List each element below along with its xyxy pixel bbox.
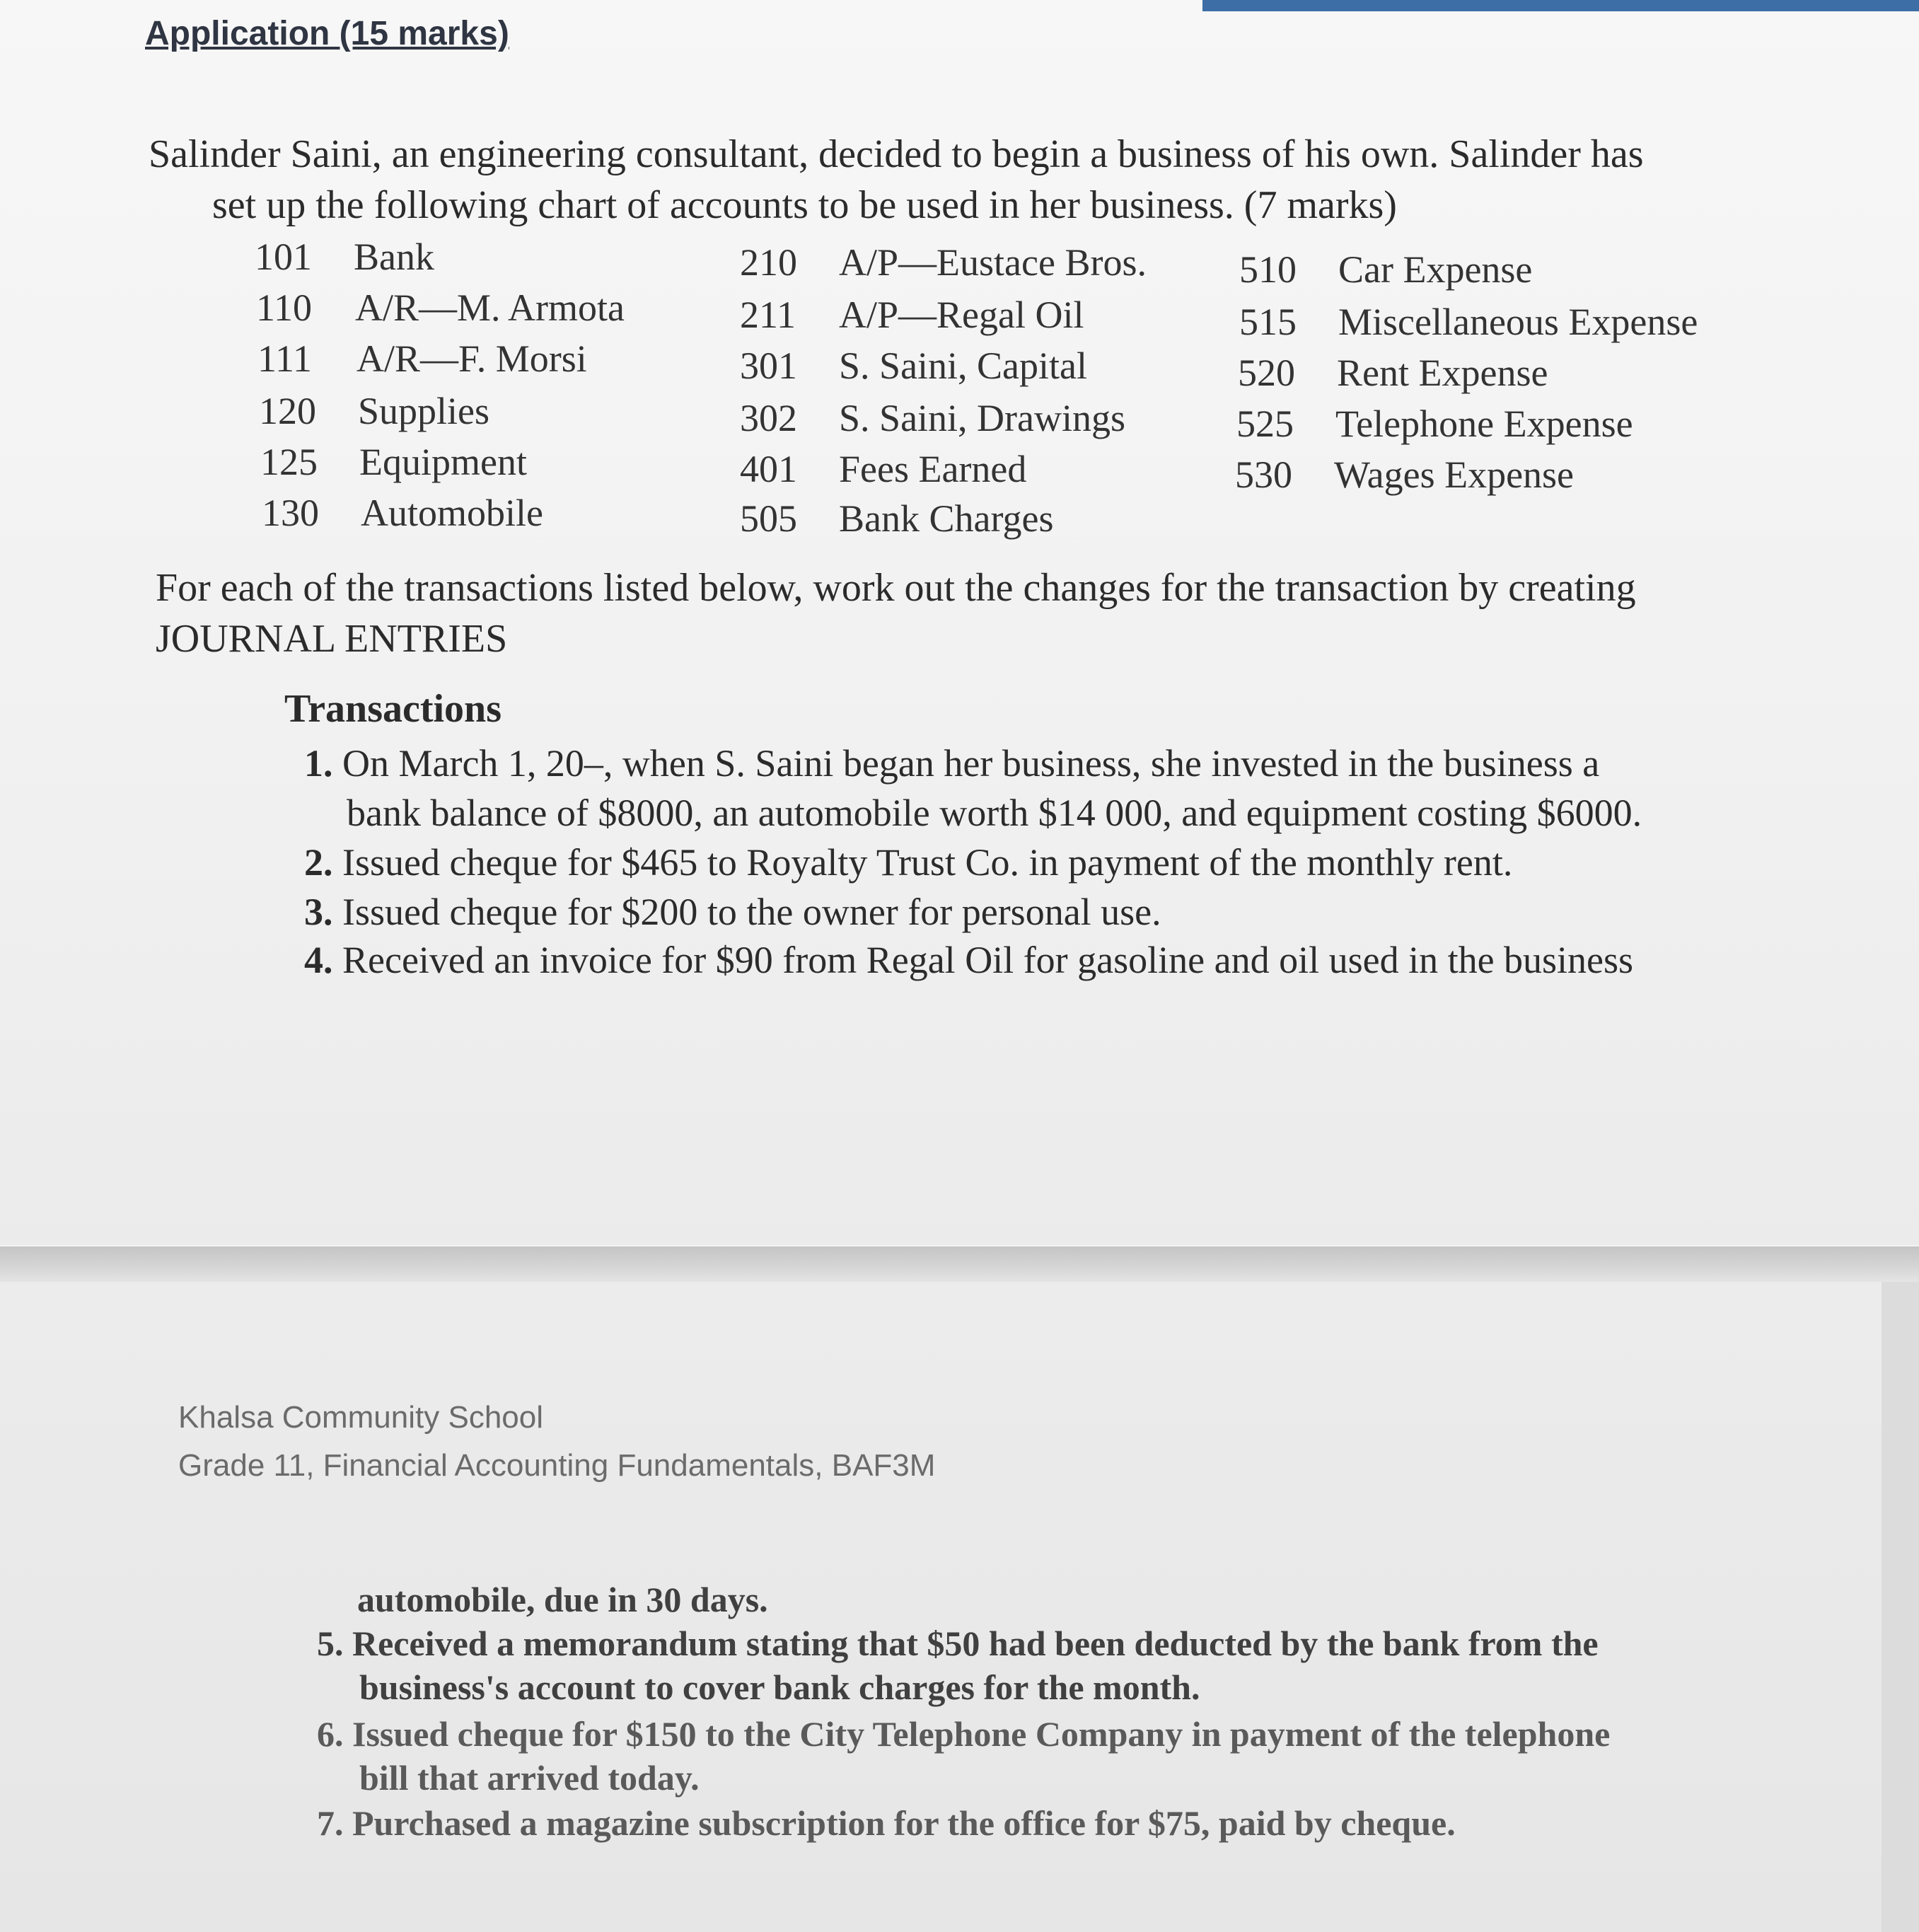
account-number: 530: [1235, 453, 1292, 496]
instruction-paragraph: [156, 562, 1782, 664]
account-number: 505: [740, 497, 797, 540]
account-number: 520: [1238, 352, 1295, 394]
account-row: [740, 497, 1053, 540]
account-name: Fees Earned: [839, 448, 1027, 490]
account-number: 111: [257, 337, 312, 380]
account-row: [740, 447, 1026, 491]
course-name: Grade 11, Financial Accounting Fundamentals, BAF3M: [178, 1448, 936, 1483]
account-row: [262, 491, 543, 535]
account-row: [1239, 300, 1698, 344]
account-name: S. Saini, Capital: [839, 345, 1087, 387]
account-name: Telephone Expense: [1335, 403, 1633, 445]
account-number: 120: [259, 390, 316, 432]
school-name: Khalsa Community School: [178, 1400, 544, 1435]
intro-line-2: set up the following chart of accounts to be used in her business. (7 marks): [212, 183, 1397, 227]
section-heading: Application (15 marks): [145, 15, 509, 52]
account-number: 525: [1236, 403, 1294, 445]
transaction-text: Received a memorandum stating that $50 had been deducted by the bank from the: [343, 1624, 1599, 1663]
transaction-text: On March 1, 20–, when S. Saini began her business, she invested in the business a: [332, 742, 1600, 785]
transaction-number: 2.: [304, 841, 333, 884]
account-number: 130: [262, 492, 319, 534]
account-name: Rent Expense: [1337, 352, 1548, 394]
transaction-number: 7.: [317, 1803, 344, 1843]
transaction-text: Issued cheque for $465 to Royalty Trust Co. in payment of the monthly rent.: [332, 841, 1513, 884]
transaction-text: Issued cheque for $200 to the owner for personal use.: [332, 891, 1161, 933]
account-name: Car Expense: [1338, 248, 1533, 291]
window-accent-bar: [1202, 0, 1919, 11]
transaction-item: [304, 838, 1512, 887]
account-number: 515: [1239, 301, 1297, 343]
transaction-item: [304, 739, 1642, 838]
transaction-item: [317, 1621, 1599, 1709]
account-name: A/P—Regal Oil: [839, 294, 1084, 336]
transaction-text-cont: bank balance of $8000, an automobile worth $14 000, and equipment costing $6000.: [347, 792, 1642, 834]
transaction-text: Issued cheque for $150 to the City Telephone Company in payment of the telephone: [343, 1714, 1611, 1754]
account-name: Miscellaneous Expense: [1338, 301, 1698, 343]
account-name: S. Saini, Drawings: [839, 397, 1125, 439]
account-number: 302: [740, 397, 797, 439]
account-name: Equipment: [359, 441, 527, 483]
account-row: [740, 396, 1125, 440]
account-row: [257, 337, 587, 381]
transaction-number: 5.: [317, 1624, 344, 1663]
page-break: [0, 1246, 1919, 1282]
account-row: [256, 286, 625, 330]
transaction-item: [304, 887, 1161, 937]
account-row: [1239, 248, 1532, 291]
transaction-number: 6.: [317, 1714, 344, 1754]
transaction-text-cont: business's account to cover bank charges for the month.: [359, 1667, 1200, 1707]
account-name: A/R—M. Armota: [355, 287, 625, 329]
account-name: A/R—F. Morsi: [356, 337, 587, 380]
account-number: 101: [255, 236, 312, 278]
transaction-item: [304, 935, 1633, 985]
account-number: 211: [740, 294, 796, 336]
transaction-number: 4.: [304, 939, 333, 981]
account-row: [740, 293, 1084, 337]
account-row: [255, 235, 434, 279]
account-name: Wages Expense: [1334, 453, 1575, 496]
account-number: 210: [740, 241, 797, 284]
transaction-text-cont: bill that arrived today.: [359, 1758, 700, 1798]
account-row: [1236, 402, 1633, 446]
transaction-text: Purchased a magazine subscription for the office for $75, paid by cheque.: [343, 1803, 1456, 1843]
account-number: 401: [740, 448, 797, 490]
account-row: [259, 389, 489, 433]
account-number: 301: [740, 345, 797, 387]
transactions-title: Transactions: [284, 687, 502, 731]
instruction-line-2: JOURNAL ENTRIES: [156, 617, 508, 661]
page-footer: [178, 1394, 935, 1490]
account-number: 510: [1239, 248, 1297, 291]
transaction-number: 3.: [304, 891, 333, 933]
account-number: 125: [260, 441, 318, 483]
transaction-text-cont: automobile, due in 30 days.: [357, 1580, 768, 1619]
account-row: [1238, 351, 1548, 395]
account-name: Supplies: [358, 390, 490, 432]
intro-paragraph: [149, 129, 1747, 231]
account-name: Bank Charges: [839, 497, 1054, 540]
account-row: [740, 241, 1147, 284]
account-row: [260, 440, 527, 484]
instruction-line-1: For each of the transactions listed below, work out the changes for the transaction by creating: [156, 566, 1636, 610]
transaction-text: Received an invoice for $90 from Regal Oil for gasoline and oil used in the business: [332, 939, 1634, 981]
transaction-number: 1.: [304, 742, 333, 785]
transaction-item: [317, 1712, 1610, 1800]
account-row: [740, 344, 1087, 388]
account-name: Bank: [354, 236, 434, 278]
account-name: A/P—Eustace Bros.: [839, 241, 1147, 284]
account-row: [1235, 453, 1574, 497]
account-number: 110: [256, 287, 312, 329]
page-edge: [1882, 1282, 1919, 1932]
account-name: Automobile: [361, 492, 543, 534]
intro-line-1: Salinder Saini, an engineering consultant, decided to begin a business of his own. Salinder has: [149, 132, 1644, 176]
transaction-item: [317, 1801, 1456, 1845]
